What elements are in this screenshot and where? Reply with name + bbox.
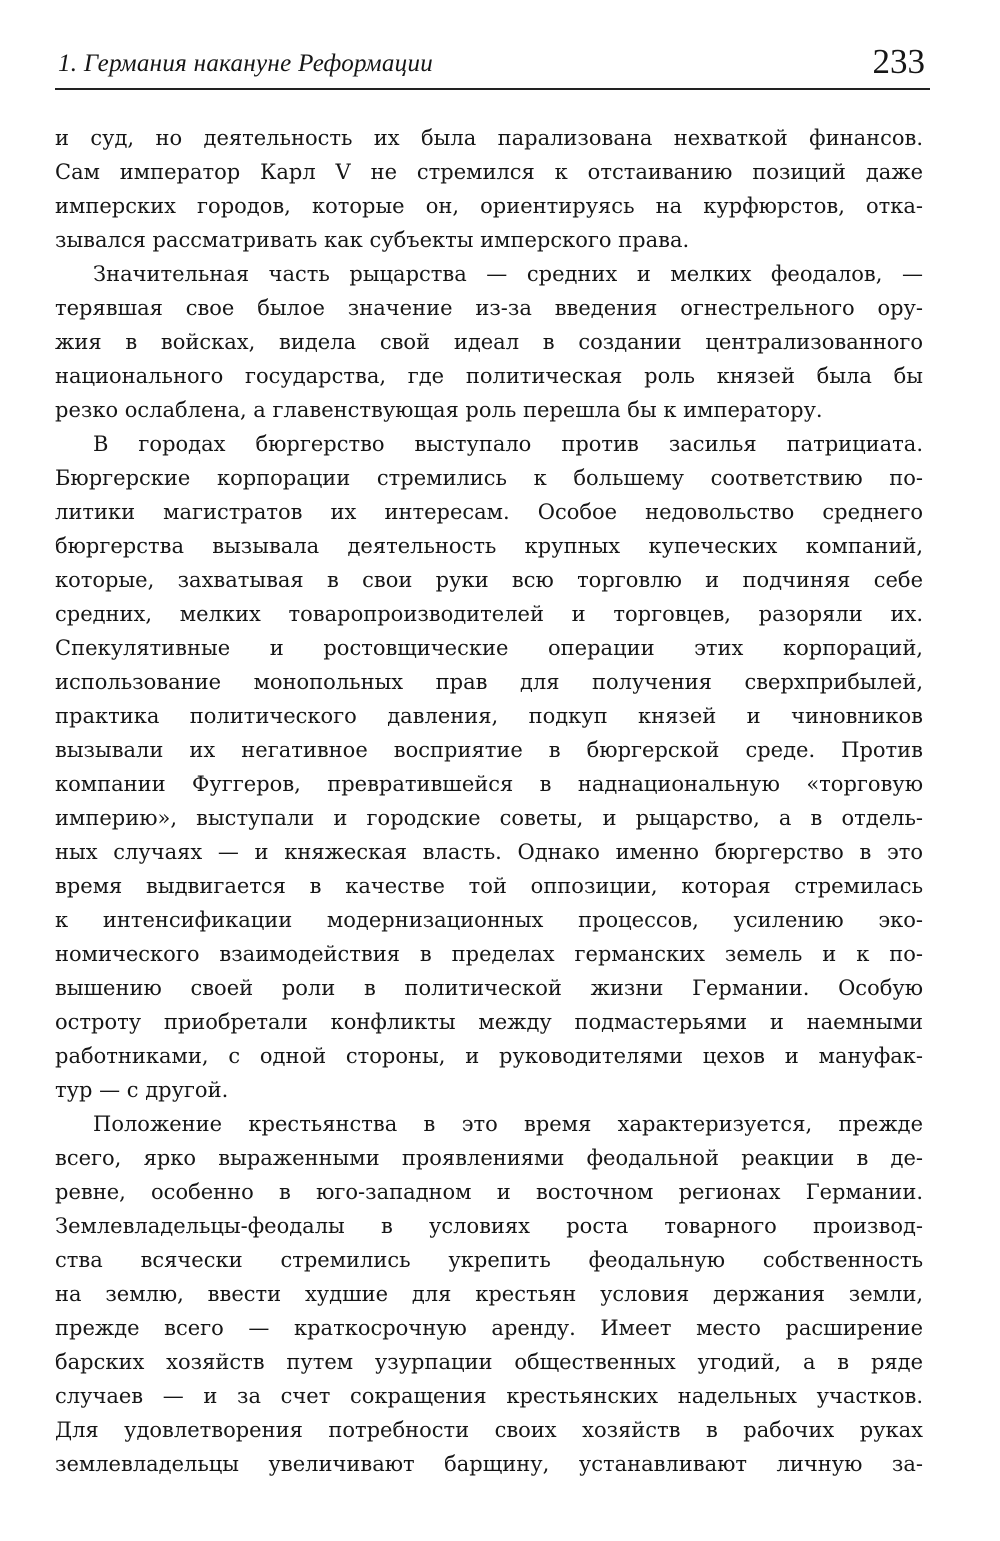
text-line: резко ослаблена, а главенствующая роль перешла бы к императору. [55, 398, 823, 422]
text-line: В городах бюргерство выступало против засилья патрициата. [93, 432, 923, 456]
text-line: Для удовлетворения потребности своих хозяйств в рабочих руках [55, 1418, 923, 1442]
text-line: Сам император Карл V не стремился к отстаиванию позиций даже [55, 160, 923, 184]
text-line: Положение крестьянства в это время характеризуется, прежде [93, 1112, 923, 1136]
text-line: имперских городов, которые он, ориентируясь на курфюрстов, отка- [55, 194, 923, 218]
text-line: компании Фуггеров, превратившейся в наднациональную «торговую [55, 772, 923, 796]
text-line: жия в войсках, видела свой идеал в создании централизованного [55, 330, 923, 354]
text-line: ных случаях — и княжеская власть. Однако именно бюргерство в это [55, 840, 923, 864]
text-line: к интенсификации модернизационных процессов, усилению эко- [55, 908, 923, 932]
page-number: 233 [872, 42, 925, 81]
text-line: на землю, ввести худшие для крестьян условия держания земли, [55, 1282, 923, 1306]
text-line: случаев — и за счет сокращения крестьянских надельных участков. [55, 1384, 923, 1408]
text-line: зывался рассматривать как субъекты имперского права. [55, 228, 690, 252]
text-line: бюргерства вызывала деятельность крупных купеческих компаний, [55, 534, 923, 558]
text-line: вышению своей роли в политической жизни Германии. Особую [55, 976, 923, 1000]
text-line: всего, ярко выраженными проявлениями феодальной реакции в де- [55, 1146, 923, 1170]
text-line: Значительная часть рыцарства — средних и мелких феодалов, — [93, 262, 923, 286]
text-line: практика политического давления, подкуп князей и чиновников [55, 704, 923, 728]
text-line: время выдвигается в качестве той оппозиции, которая стремилась [55, 874, 923, 898]
text-line: остроту приобретали конфликты между подмастерьями и наемными [55, 1010, 923, 1034]
text-line: национального государства, где политическая роль князей была бы [55, 364, 923, 388]
text-line: использование монопольных прав для получения сверхприбылей, [55, 670, 923, 694]
text-line: терявшая свое былое значение из-за введения огнестрельного ору- [55, 296, 923, 320]
running-title: 1. Германия накануне Реформации [58, 50, 434, 77]
text-line: барских хозяйств путем узурпации общественных угодий, а в ряде [55, 1350, 923, 1374]
text-line: которые, захватывая в свои руки всю торговлю и подчиняя себе [55, 568, 923, 592]
text-line: работниками, с одной стороны, и руководителями цехов и мануфак- [55, 1044, 923, 1068]
text-line: Землевладельцы-феодалы в условиях роста товарного производ- [55, 1214, 923, 1238]
text-line: землевладельцы увеличивают барщину, устанавливают личную за- [55, 1452, 923, 1476]
text-line: ства всячески стремились укрепить феодальную собственность [55, 1248, 923, 1272]
text-line: империю», выступали и городские советы, и рыцарство, а в отдель- [55, 806, 923, 830]
text-line: номического взаимодействия в пределах германских земель и к по- [55, 942, 923, 966]
text-line: прежде всего — краткосрочную аренду. Имеет место расширение [55, 1316, 923, 1340]
text-line: тур — с другой. [55, 1078, 229, 1102]
text-line: вызывали их негативное восприятие в бюргерской среде. Против [55, 738, 923, 762]
text-line: и суд, но деятельность их была парализована нехваткой финансов. [55, 126, 923, 150]
text-line: ревне, особенно в юго-западном и восточном регионах Германии. [55, 1180, 923, 1204]
text-line: литики магистратов их интересам. Особое недовольство среднего [55, 500, 923, 524]
text-line: Спекулятивные и ростовщические операции этих корпораций, [55, 636, 923, 660]
text-line: Бюргерские корпорации стремились к большему соответствию по- [55, 466, 923, 490]
text-line: средних, мелких товаропроизводителей и торговцев, разоряли их. [55, 602, 923, 626]
